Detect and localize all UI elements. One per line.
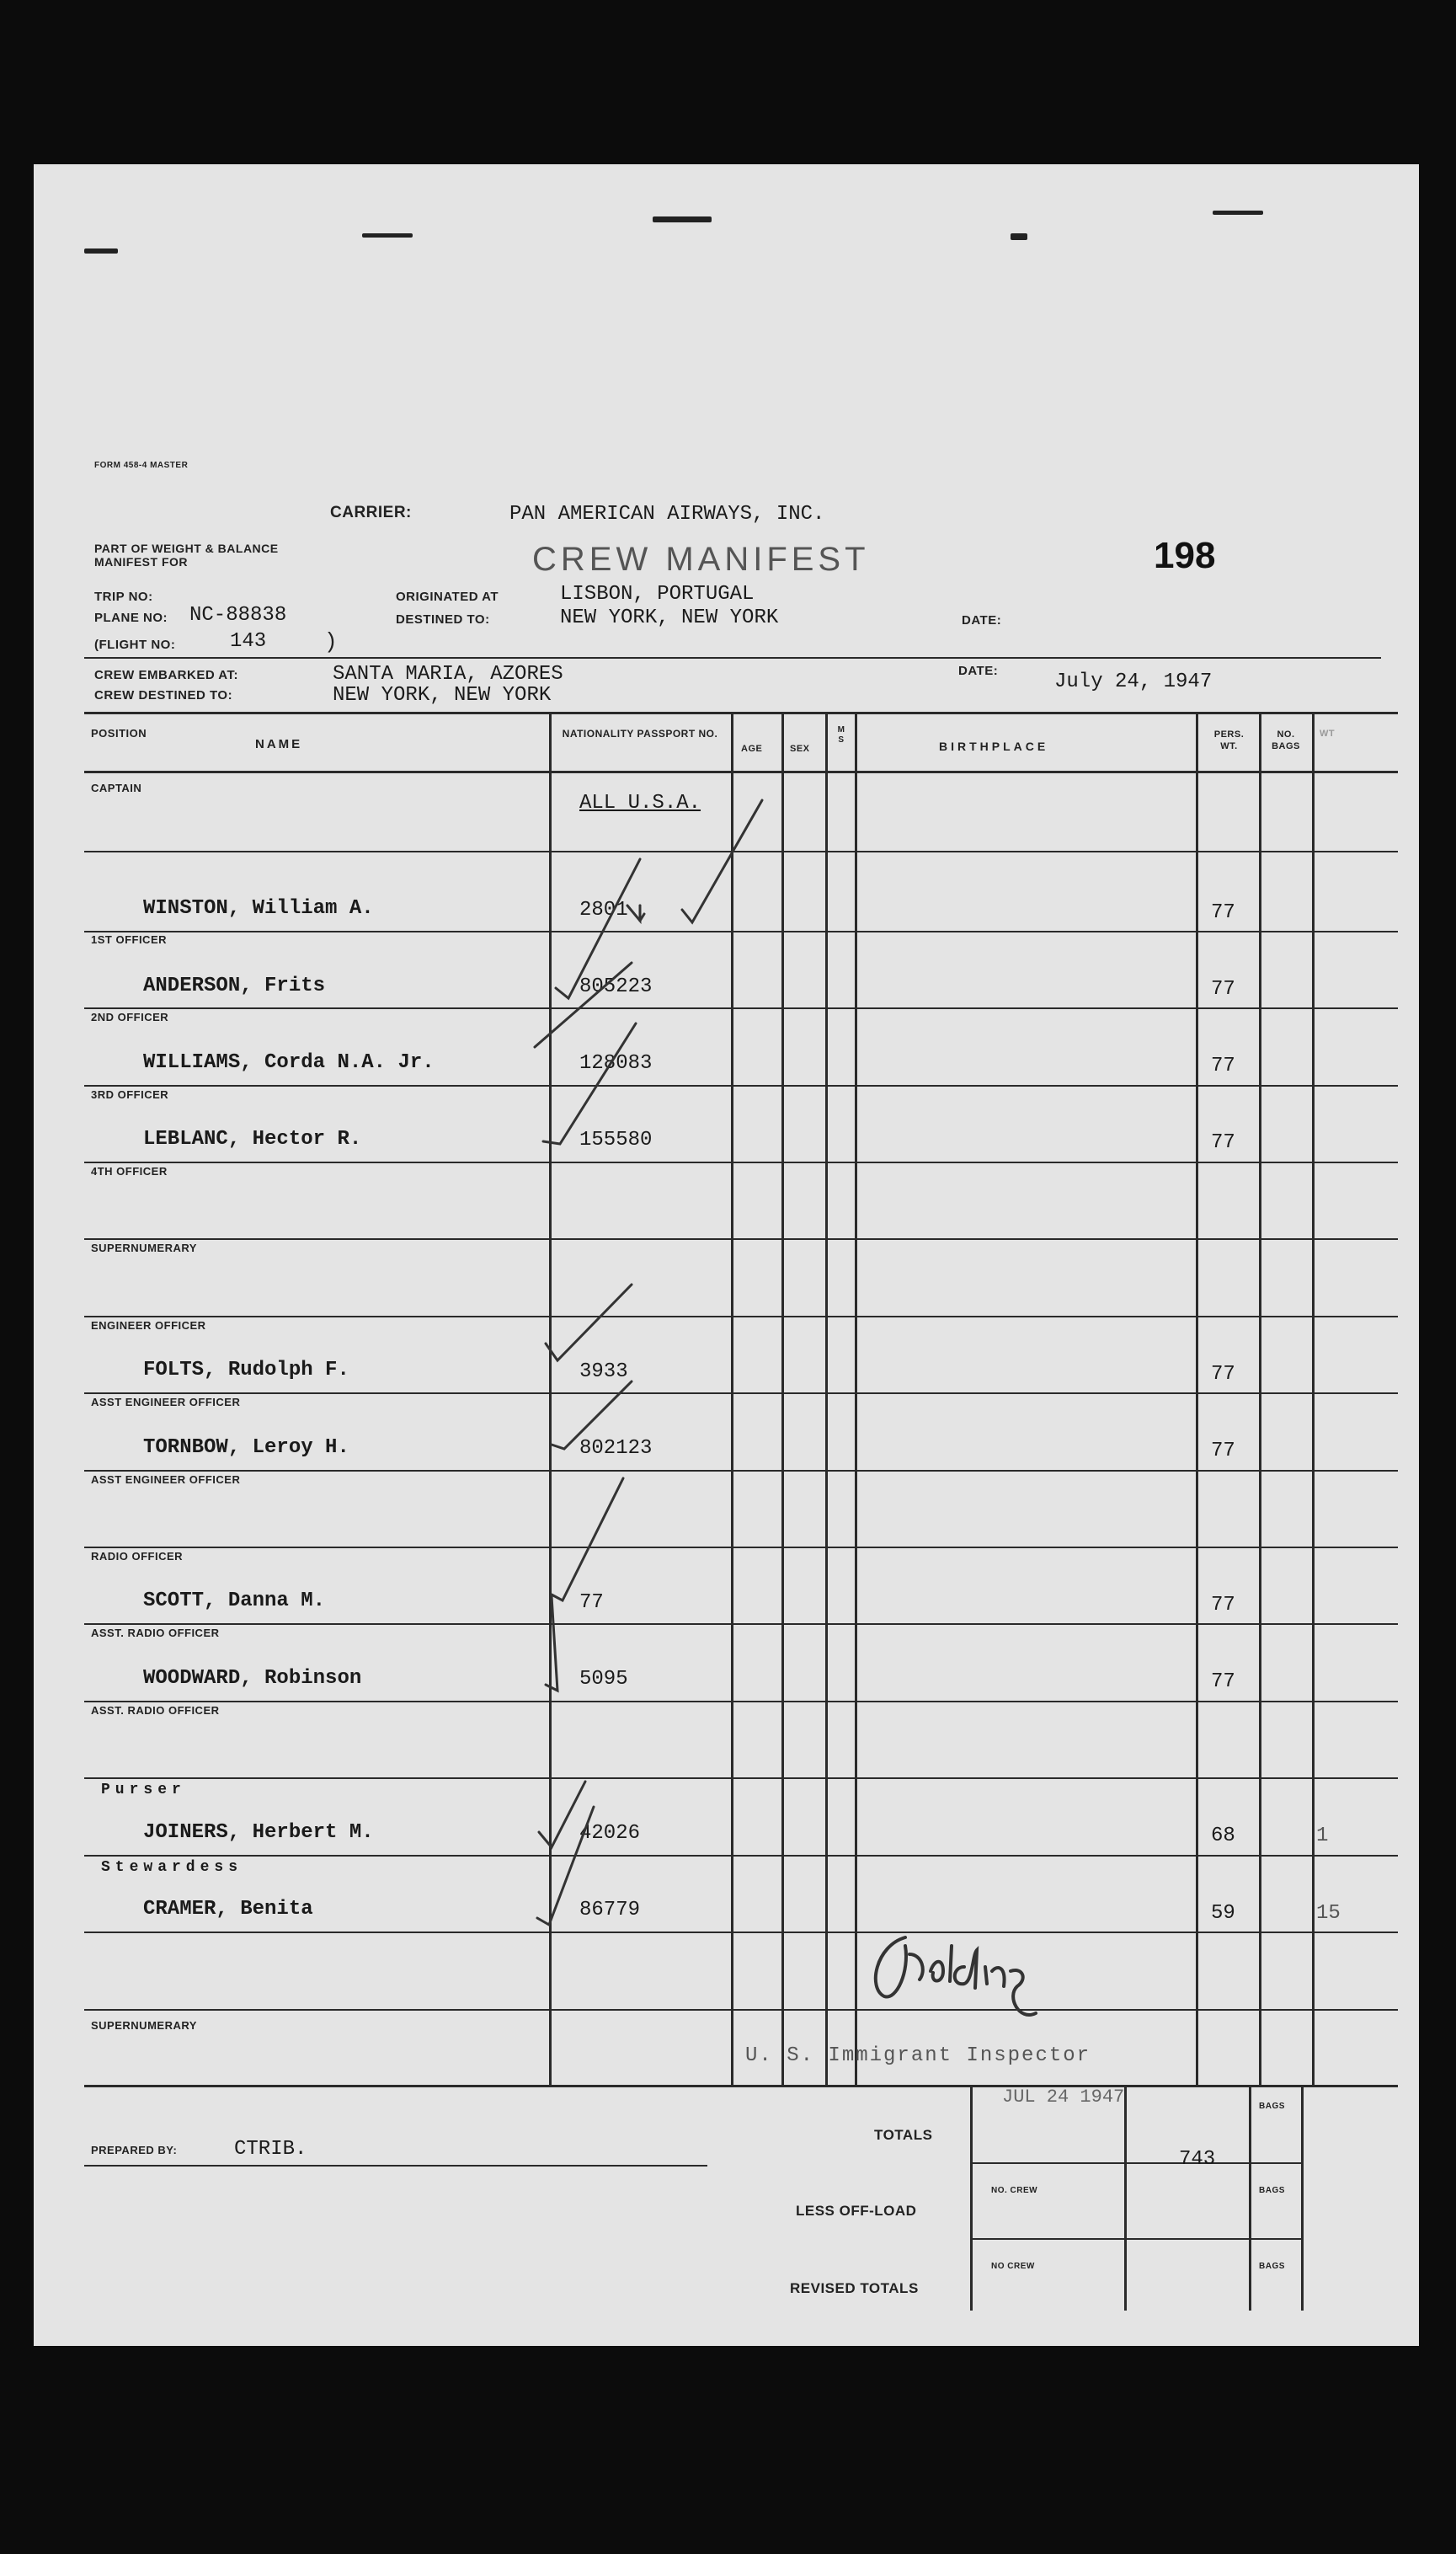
document-title: CREW MANIFEST [532,541,870,578]
check-mark-icon [556,859,640,998]
pers-weight: 77 [1211,1440,1235,1462]
col-header-birthplace: BIRTHPLACE [939,740,1049,753]
col-header-nationality: NATIONALITY PASSPORT NO. [562,728,718,740]
prepared-by-label: PREPARED BY: [91,2144,178,2156]
check-mark-icon [537,1807,594,1925]
check-mark-icon [640,906,644,921]
position-label: RADIO OFFICER [91,1550,184,1563]
totals-rule [1124,2087,1127,2311]
bags-label: BAGS [1259,2102,1285,2111]
carrier-name: PAN AMERICAN AIRWAYS, INC. [509,503,825,526]
position-label: 3RD OFFICER [91,1088,169,1101]
embarked: SANTA MARIA, AZORES [333,663,563,686]
check-mark-icon [535,963,632,1047]
destined: NEW YORK, NEW YORK [560,606,779,629]
check-marks [34,164,1419,2346]
bags-label: BAGS [1259,2186,1285,2195]
pers-weight: 59 [1211,1902,1235,1925]
position-label: 1ST OFFICER [91,933,168,946]
totals-rule [1249,2087,1251,2311]
bags-count: 1 [1316,1825,1329,1847]
flight-no-label: (FLIGHT NO: [94,638,176,652]
revised-totals-label: REVISED TOTALS [790,2280,919,2296]
bags-label: BAGS [1259,2262,1285,2271]
pers-weight: 77 [1211,978,1235,1001]
prepared-underline [84,2165,707,2167]
check-mark-icon [627,906,640,921]
position-label: CAPTAIN [91,782,142,794]
totals-rule [970,2162,1304,2164]
originated-label: ORIGINATED AT [396,590,499,604]
passport-no: 77 [579,1591,604,1614]
position-label: Stewardess [101,1859,243,1876]
check-mark-icon [552,1478,623,1600]
position-label: SUPERNUMERARY [91,2019,197,2032]
date2-label: DATE: [958,664,999,678]
plane-no-label: PLANE NO: [94,611,168,625]
position-label: Purser [101,1782,186,1798]
total-weight: 743 [1179,2148,1216,2171]
crew-name: ANDERSON, Frits [143,975,326,997]
plane-no: NC-88838 [189,604,287,627]
originated: LISBON, PORTUGAL [560,583,755,606]
check-mark-icon [682,800,762,922]
passport-no: 42026 [579,1822,641,1845]
passport-no: 128083 [579,1052,653,1075]
position-label: ASST. RADIO OFFICER [91,1627,220,1639]
passport-no: 155580 [579,1129,653,1151]
crew-name: LEBLANC, Hector R. [143,1128,362,1151]
crew-name: FOLTS, Rudolph F. [143,1359,349,1381]
position-label: ASST ENGINEER OFFICER [91,1396,241,1408]
embarked-label: CREW EMBARKED AT: [94,668,238,682]
destined-label: DESTINED TO: [396,612,490,627]
col-header-wt: WT [1320,729,1336,739]
crew-destined-label: CREW DESTINED TO: [94,688,233,703]
inspection-stamp-date: JUL 24 1947 [1002,2086,1125,2108]
check-mark-icon [543,1023,636,1144]
pers-weight: 77 [1211,1594,1235,1616]
check-mark-icon [539,1782,585,1847]
flight-close-paren: ) [324,629,338,655]
prepared-by: CTRIB. [234,2138,307,2161]
carrier-label: CARRIER: [330,504,412,521]
pers-weight: 77 [1211,1131,1235,1154]
form-number: FORM 458-4 MASTER [94,461,189,470]
position-label: 4TH OFFICER [91,1165,168,1178]
no-crew-label: NO CREW [991,2262,1035,2271]
totals-rule [970,2238,1304,2240]
inspector-title: U. S. Immigrant Inspector [745,2044,1091,2067]
col-header-sex: SEX [790,744,810,754]
check-mark-icon [546,1596,557,1691]
totals-label: TOTALS [874,2127,933,2143]
date-label: DATE: [962,613,1002,628]
check-mark-icon [552,1381,632,1449]
trip-no-label: TRIP NO: [94,590,153,604]
position-label: ENGINEER OFFICER [91,1319,206,1332]
crew-name: JOINERS, Herbert M. [143,1821,374,1844]
position-label: ASST. RADIO OFFICER [91,1704,220,1717]
crew-name: WOODWARD, Robinson [143,1667,362,1690]
crew-name: WINSTON, William A. [143,897,374,920]
col-header-no-bags: NO. BAGS [1272,729,1300,751]
crew-destined: NEW YORK, NEW YORK [333,684,552,707]
passport-no: 802123 [579,1437,653,1460]
flight-no: 143 [230,630,267,653]
pers-weight: 77 [1211,901,1235,924]
less-offload-label: LESS OFF-LOAD [796,2203,917,2219]
check-mark-icon [546,1285,632,1360]
passport-no: 5095 [579,1668,628,1691]
manifest-number: 198 [1154,535,1216,576]
manifest-page [34,164,1419,2346]
col-header-ms: M S [837,725,845,745]
totals-rule [1301,2087,1304,2311]
col-header-pers-wt: PERS. WT. [1213,729,1245,751]
pers-weight: 77 [1211,1363,1235,1386]
col-header-age: AGE [741,744,763,754]
passport-no: 2801 [579,899,628,922]
nationality-all: ALL U.S.A. [579,792,701,815]
passport-no: 805223 [579,975,653,998]
passport-no: 86779 [579,1899,641,1921]
crew-name: WILLIAMS, Corda N.A. Jr. [143,1051,435,1074]
manifest-date: July 24, 1947 [1054,671,1213,693]
position-label: 2ND OFFICER [91,1011,169,1023]
pers-weight: 77 [1211,1055,1235,1077]
crew-name: SCOTT, Danna M. [143,1590,326,1612]
col-header-position: POSITION [91,727,147,740]
pers-weight: 77 [1211,1670,1235,1693]
col-header-name: NAME [255,737,303,751]
pers-weight: 68 [1211,1825,1235,1847]
crew-name: CRAMER, Benita [143,1898,313,1921]
passport-no: 3933 [579,1360,628,1383]
crew-name: TORNBOW, Leroy H. [143,1436,349,1459]
bags-count: 15 [1316,1902,1341,1925]
totals-rule [970,2087,973,2311]
position-label: SUPERNUMERARY [91,1242,197,1254]
no-crew-label: NO. CREW [991,2186,1038,2195]
weight-balance-label: PART OF WEIGHT & BALANCE MANIFEST FOR [94,542,279,569]
position-label: ASST ENGINEER OFFICER [91,1473,241,1486]
